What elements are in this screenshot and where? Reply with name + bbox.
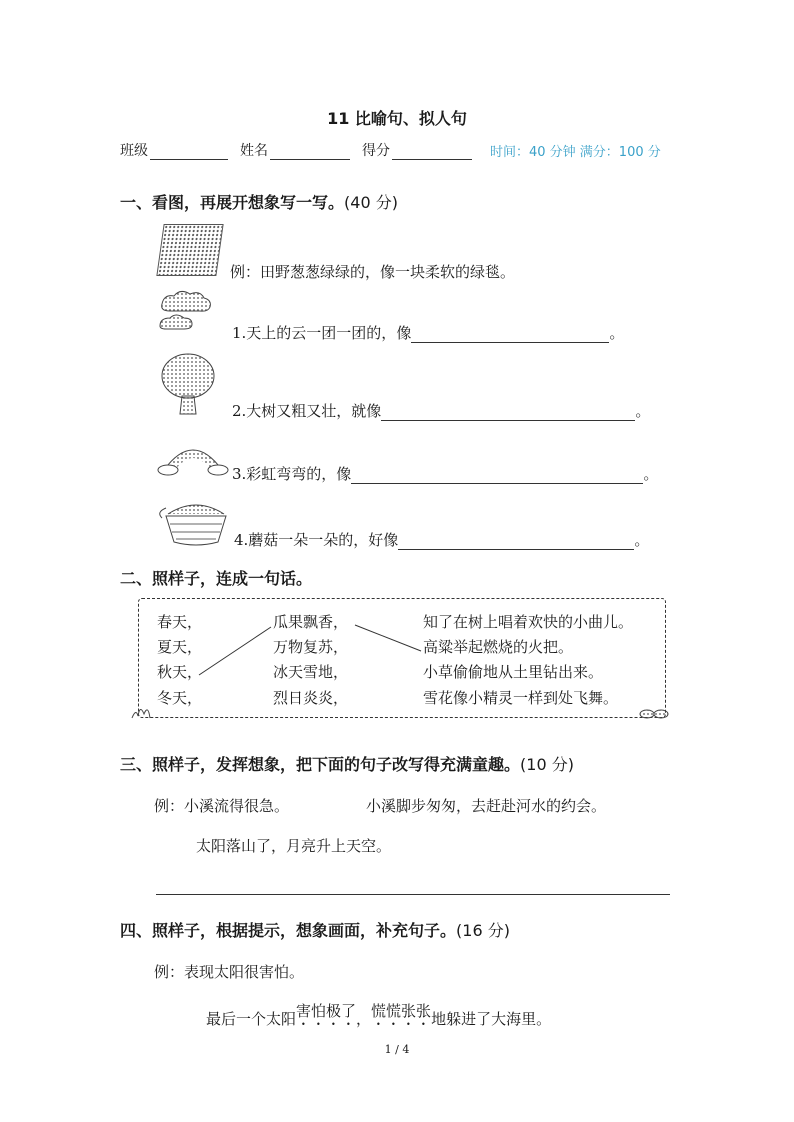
answer-1-line[interactable] [411,326,609,343]
section-3-example-a [154,795,289,816]
question-3 [232,463,658,484]
page-number: 1 / 4 [384,1043,410,1056]
sentence-pre: 最后一个太阳 [206,1010,297,1028]
col1-item-3[interactable]: 秋天， [157,663,203,681]
name-label: 姓名 [240,143,268,159]
section-4-score: (16 分) [456,921,510,940]
sentence-post: 地躲进了大海里。 [431,1010,552,1028]
question-3-text: 3.彩虹弯弯的，像 [232,465,352,483]
class-label: 班级 [120,143,148,159]
col1-item-2[interactable]: 夏天， [157,638,203,656]
question-4 [234,529,649,550]
rainbow-picture-icon [156,436,230,476]
col2-item-4[interactable]: 烈日炎炎， [273,689,349,707]
section-3-heading [120,752,574,775]
col3-item-1[interactable]: 知了在树上唱着欢快的小曲儿。 [423,613,634,631]
section-3-score: (10 分) [520,755,574,774]
cloud-picture-icon [156,288,228,334]
question-3-end: 。 [643,465,659,483]
question-1-text: 1.天上的云一团一团的，像 [232,324,412,342]
col1-item-4[interactable]: 冬天， [157,689,203,707]
question-4-text: 4.蘑菇一朵一朵的，好像 [234,531,399,549]
time-info: 时间：40 分钟 满分：100 分 [490,145,661,160]
example-b-text: 小溪脚步匆匆，去赶赴河水的约会。 [366,797,607,815]
question-2 [232,400,650,421]
question-1-end: 。 [609,324,625,342]
col3-item-2[interactable]: 高粱举起燃烧的火把。 [423,638,574,656]
section-2-title: 二、照样子，连成一句话。 [120,569,313,588]
score-label: 得分 [362,143,390,159]
matching-box [138,598,666,718]
sentence-mid: ， [356,1010,372,1028]
section-1-score: (40 分) [344,193,398,212]
name-field[interactable] [270,145,350,160]
section-4-example [154,961,304,982]
answer-3-line[interactable] [351,467,643,484]
section-3-answer-line[interactable] [156,894,670,895]
section-3-prompt [196,835,391,856]
col2-item-3[interactable]: 冰天雪地， [273,663,349,681]
field-picture-icon [156,224,223,276]
page-title: 11 比喻句、拟人句 [327,109,467,128]
header-info [120,140,661,160]
section-4-sentence [206,1000,551,1029]
section-1-title: 一、看图，再展开想象写一写。 [120,193,345,212]
question-4-end: 。 [634,531,650,549]
sentence-emphasis-2: 慌慌张张 [371,1002,432,1020]
question-2-text: 2.大树又粗又壮，就像 [232,402,382,420]
score-field[interactable] [392,145,472,160]
col2-item-2[interactable]: 万物复苏， [273,638,349,656]
example-a-text: 例：小溪流得很急。 [154,797,290,815]
sentence-emphasis-1: 害怕极了 [296,1002,357,1020]
class-field[interactable] [150,145,228,160]
section-2-heading [120,566,312,589]
section-4-title: 四、照样子，根据提示，想象画面，补充句子。 [120,921,457,940]
flower-decoration-icon [130,700,154,720]
col2-item-1[interactable]: 瓜果飘香， [273,613,349,631]
col3-item-3[interactable]: 小草偷偷地从土里钻出来。 [423,663,604,681]
section-1-heading [120,190,398,213]
question-1 [232,322,624,343]
section-1-example [230,261,515,282]
answer-2-line[interactable] [381,404,635,421]
example-text: 例：田野葱葱绿绿的，像一块柔软的绿毯。 [230,263,516,281]
section-4-heading [120,918,510,941]
stone-decoration-icon [638,704,670,720]
col3-item-4[interactable]: 雪花像小精灵一样到处飞舞。 [423,689,619,707]
section-3-example-b [366,795,606,816]
section-4-example-text: 例：表现太阳很害怕。 [154,963,305,981]
prompt-text: 太阳落山了，月亮升上天空。 [196,837,392,855]
question-2-end: 。 [635,402,651,420]
mushroom-basket-picture-icon [156,492,236,548]
example-connector-lines [139,599,665,717]
answer-4-line[interactable] [398,533,634,550]
section-3-title: 三、照样子，发挥想象，把下面的句子改写得充满童趣。 [120,755,521,774]
col1-item-1[interactable]: 春天， [157,613,203,631]
tree-picture-icon [158,352,218,416]
